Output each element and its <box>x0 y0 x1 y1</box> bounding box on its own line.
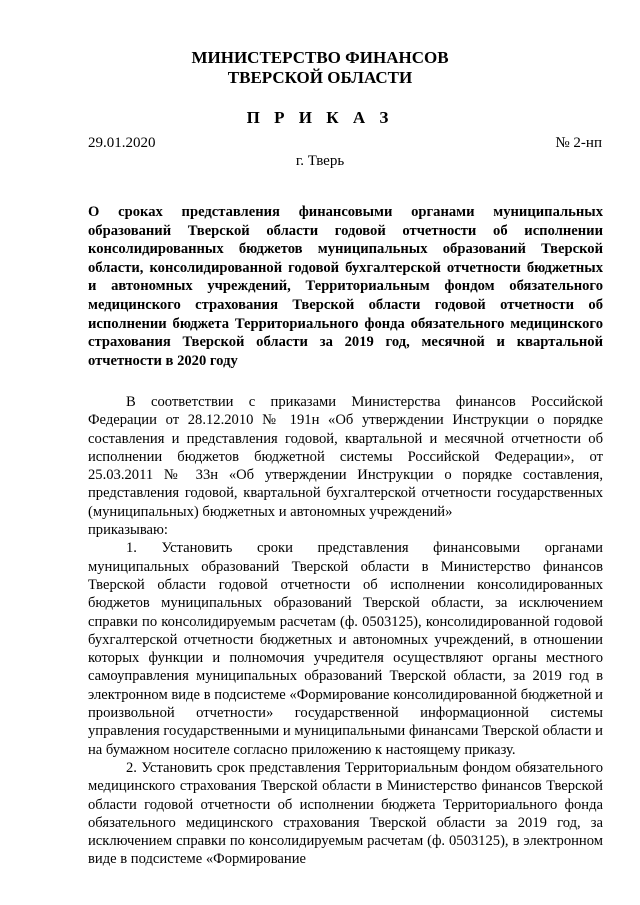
order-word: приказываю: <box>88 522 168 539</box>
document-type: П Р И К А З <box>246 108 394 127</box>
preamble-paragraph: В соответствии с приказами Министерства финансов Российской Федерации от 28.12.2010 № 191н «Об утверждении Инструкции о порядке составления и представления годовой, квартальной и месячной отчетности об исполнении бюджетов бюджетной системы Российской Федерации», от 25.03.2011 № 33н «Об утверждении Инструкции о порядке составления, представления годовой, квартальной бухгалтерской отчетности государственных (муниципальных) бюджетных и автономных учреждений» <box>88 394 603 520</box>
ministry-line-1: МИНИСТЕРСТВО ФИНАНСОВ <box>191 48 449 67</box>
document-body <box>88 393 603 869</box>
document-date: 29.01.2020 <box>88 135 156 151</box>
document-subject: О сроках представления финансовыми органами муниципальных образований Тверской области годовой отчетности об исполнении консолидированных бюджетов муниципальных образований Тверской области, консолидированной годовой бухгалтерской отчетности бюджетных и автономных учреждений, Территориальным фондом обязательного медицинского страхования Тверской области годовой отчетности об исполнении бюджета Территориального фонда обязательного медицинского страхования Тверской области за 2019 год, месячной и квартальной отчетности в 2020 году <box>88 204 603 369</box>
order-item-1: 1. Установить сроки представления финансовыми органами муниципальных образований Тверской области в Министерство финансов Тверской области годовой отчетности об исполнении консолидированных бюджетов муниципальных образований Тверской области, за исключением справки по консолидируемым расчетам (ф. 0503125), консолидированной годовой бухгалтерской отчетности бюджетных и автономных учреждений, в отношении которых функции и полномочия учредителя осуществляют органы местного самоуправления муниципальных образований Тверской области, за 2019 год в электронном виде в подсистеме «Формирование консолидированной бюджетной и произвольной отчетности» государственной информационной системы управления государственными и муниципальными финансами Тверской области и на бумажном носителе согласно приложению к настоящему приказу. <box>88 540 603 758</box>
order-item-2: 2. Установить срок представления Территориальным фондом обязательного медицинского страхования Тверской области в Министерство финансов Тверской области годовой отчетности об исполнении бюджета Территориального фонда обязательного медицинского страхования Тверской области за 2019 год, за исключением справки по консолидируемым расчетам (ф. 0503125), в электронном виде в подсистеме «Формирование <box>88 759 603 868</box>
document-number: № 2-нп <box>555 135 602 151</box>
document-city: г. Тверь <box>295 153 345 169</box>
ministry-line-2: ТВЕРСКОЙ ОБЛАСТИ <box>227 68 413 87</box>
ministry-name <box>0 48 640 88</box>
